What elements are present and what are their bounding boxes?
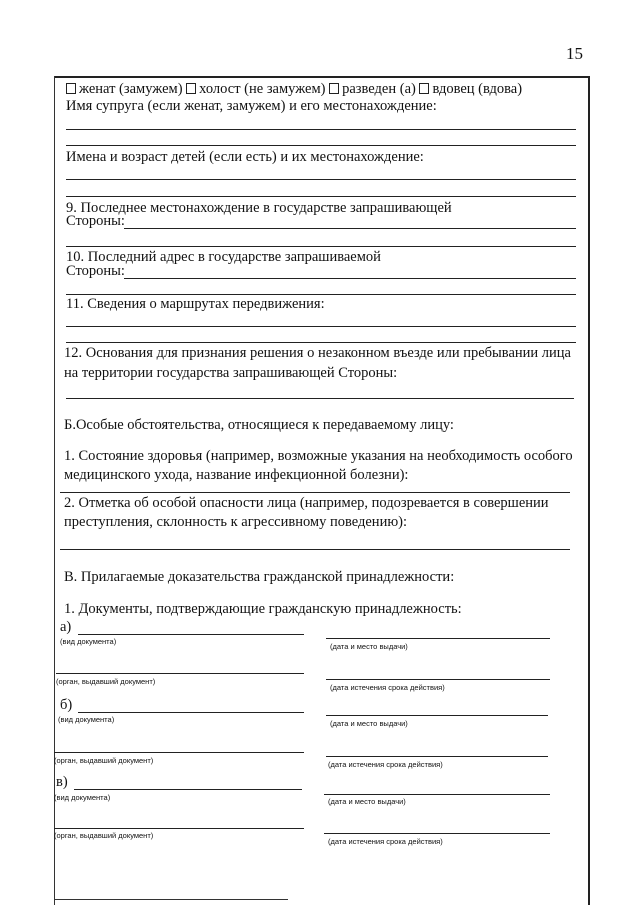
doc-v-expiry-line[interactable] (324, 833, 550, 834)
doc-a-issue-line[interactable] (326, 638, 550, 639)
doc-a-issue-caption: (дата и место выдачи) (330, 642, 408, 651)
doc-a-authority-caption: (орган, выдавший документ) (56, 677, 156, 686)
doc-v-letter: в) (56, 774, 68, 790)
doc-a-authority-line[interactable] (56, 673, 304, 674)
doc-v-authority-line[interactable] (54, 828, 304, 829)
doc-b-type-caption: (вид документа) (58, 715, 115, 724)
option-widowed: вдовец (вдова) (432, 81, 523, 97)
children-line-1[interactable] (66, 179, 576, 180)
doc-v-type-line[interactable] (74, 789, 302, 790)
option-married: женат (замужем) (79, 81, 183, 97)
item9-line-2[interactable] (66, 246, 576, 247)
item9-label-cont: Стороны: (66, 213, 125, 229)
children-line-2[interactable] (66, 196, 576, 197)
item12-line-1[interactable] (66, 398, 574, 399)
section-v-item1: 1. Документы, подтверждающие гражданскую принадлежность: (64, 601, 462, 617)
page-number: 15 (566, 44, 583, 63)
item10-label-cont: Стороны: (66, 263, 125, 279)
item10-label: 10. Последний адрес в государстве запрашиваемой (66, 249, 381, 265)
item10-line-2[interactable] (66, 294, 576, 295)
doc-v-type-caption: (вид документа) (54, 793, 111, 802)
section-b-item2: 2. Отметка об особой опасности лица (например, подозревается в совершении (64, 495, 549, 511)
marital-status-row (66, 82, 522, 97)
item9-label: 9. Последнее местонахождение в государстве запрашивающей (66, 200, 452, 216)
children-prompt: Имена и возраст детей (если есть) и их местонахождение: (66, 149, 424, 165)
frame-border-left (54, 76, 55, 905)
section-b-item1: 1. Состояние здоровья (например, возможные указания на необходимость особого (64, 448, 573, 464)
doc-b-authority-caption: (орган, выдавший документ) (54, 756, 154, 765)
doc-b-expiry-line[interactable] (326, 756, 548, 757)
doc-b-issue-line[interactable] (326, 715, 548, 716)
checkbox-divorced[interactable] (329, 83, 339, 94)
doc-a-type-line[interactable] (78, 634, 304, 635)
doc-b-authority-line[interactable] (54, 752, 304, 753)
frame-border-right (588, 76, 590, 905)
doc-v-issue-caption: (дата и место выдачи) (328, 797, 406, 806)
health-line[interactable] (60, 492, 570, 493)
doc-a-expiry-line[interactable] (326, 679, 550, 680)
section-b-title: Б.Особые обстоятельства, относящиеся к передаваемому лицу: (64, 417, 454, 433)
doc-a-expiry-caption: (дата истечения срока действия) (330, 683, 445, 692)
checkbox-married[interactable] (66, 83, 76, 94)
doc-b-expiry-caption: (дата истечения срока действия) (328, 760, 443, 769)
section-b-item2-cont: преступления, склонность к агрессивному поведению): (64, 514, 408, 530)
danger-line[interactable] (60, 549, 570, 550)
checkbox-widowed[interactable] (419, 83, 429, 94)
doc-b-letter: б) (60, 697, 73, 713)
doc-b-issue-caption: (дата и место выдачи) (330, 719, 408, 728)
checkbox-single[interactable] (186, 83, 196, 94)
spouse-line-2[interactable] (66, 145, 576, 146)
doc-v-issue-line[interactable] (324, 794, 550, 795)
frame-border-bottom (54, 899, 288, 900)
doc-a-letter: а) (60, 619, 72, 635)
section-b-item1-cont: медицинского ухода, название инфекционной болезни): (64, 467, 409, 483)
option-single: холост (не замужем) (199, 81, 326, 97)
doc-b-type-line[interactable] (78, 712, 304, 713)
item9-line-1[interactable] (124, 228, 576, 229)
spouse-prompt: Имя супруга (если женат, замужем) и его местонахождение: (66, 98, 437, 114)
item11-line-1[interactable] (66, 326, 576, 327)
option-divorced: разведен (а) (342, 81, 416, 97)
spouse-line-1[interactable] (66, 129, 576, 130)
item10-line-1[interactable] (124, 278, 576, 279)
item12-label: 12. Основания для признания решения о незаконном въезде или пребывании лица (64, 345, 571, 361)
doc-v-expiry-caption: (дата истечения срока действия) (328, 837, 443, 846)
doc-v-authority-caption: (орган, выдавший документ) (54, 831, 154, 840)
item12-label-cont: на территории государства запрашивающей Стороны: (64, 365, 398, 381)
item11-line-2[interactable] (66, 342, 576, 343)
section-v-title: В. Прилагаемые доказательства гражданской принадлежности: (64, 569, 455, 585)
doc-a-type-caption: (вид документа) (60, 637, 117, 646)
frame-border-top (54, 76, 590, 78)
item11-label: 11. Сведения о маршрутах передвижения: (66, 296, 325, 312)
